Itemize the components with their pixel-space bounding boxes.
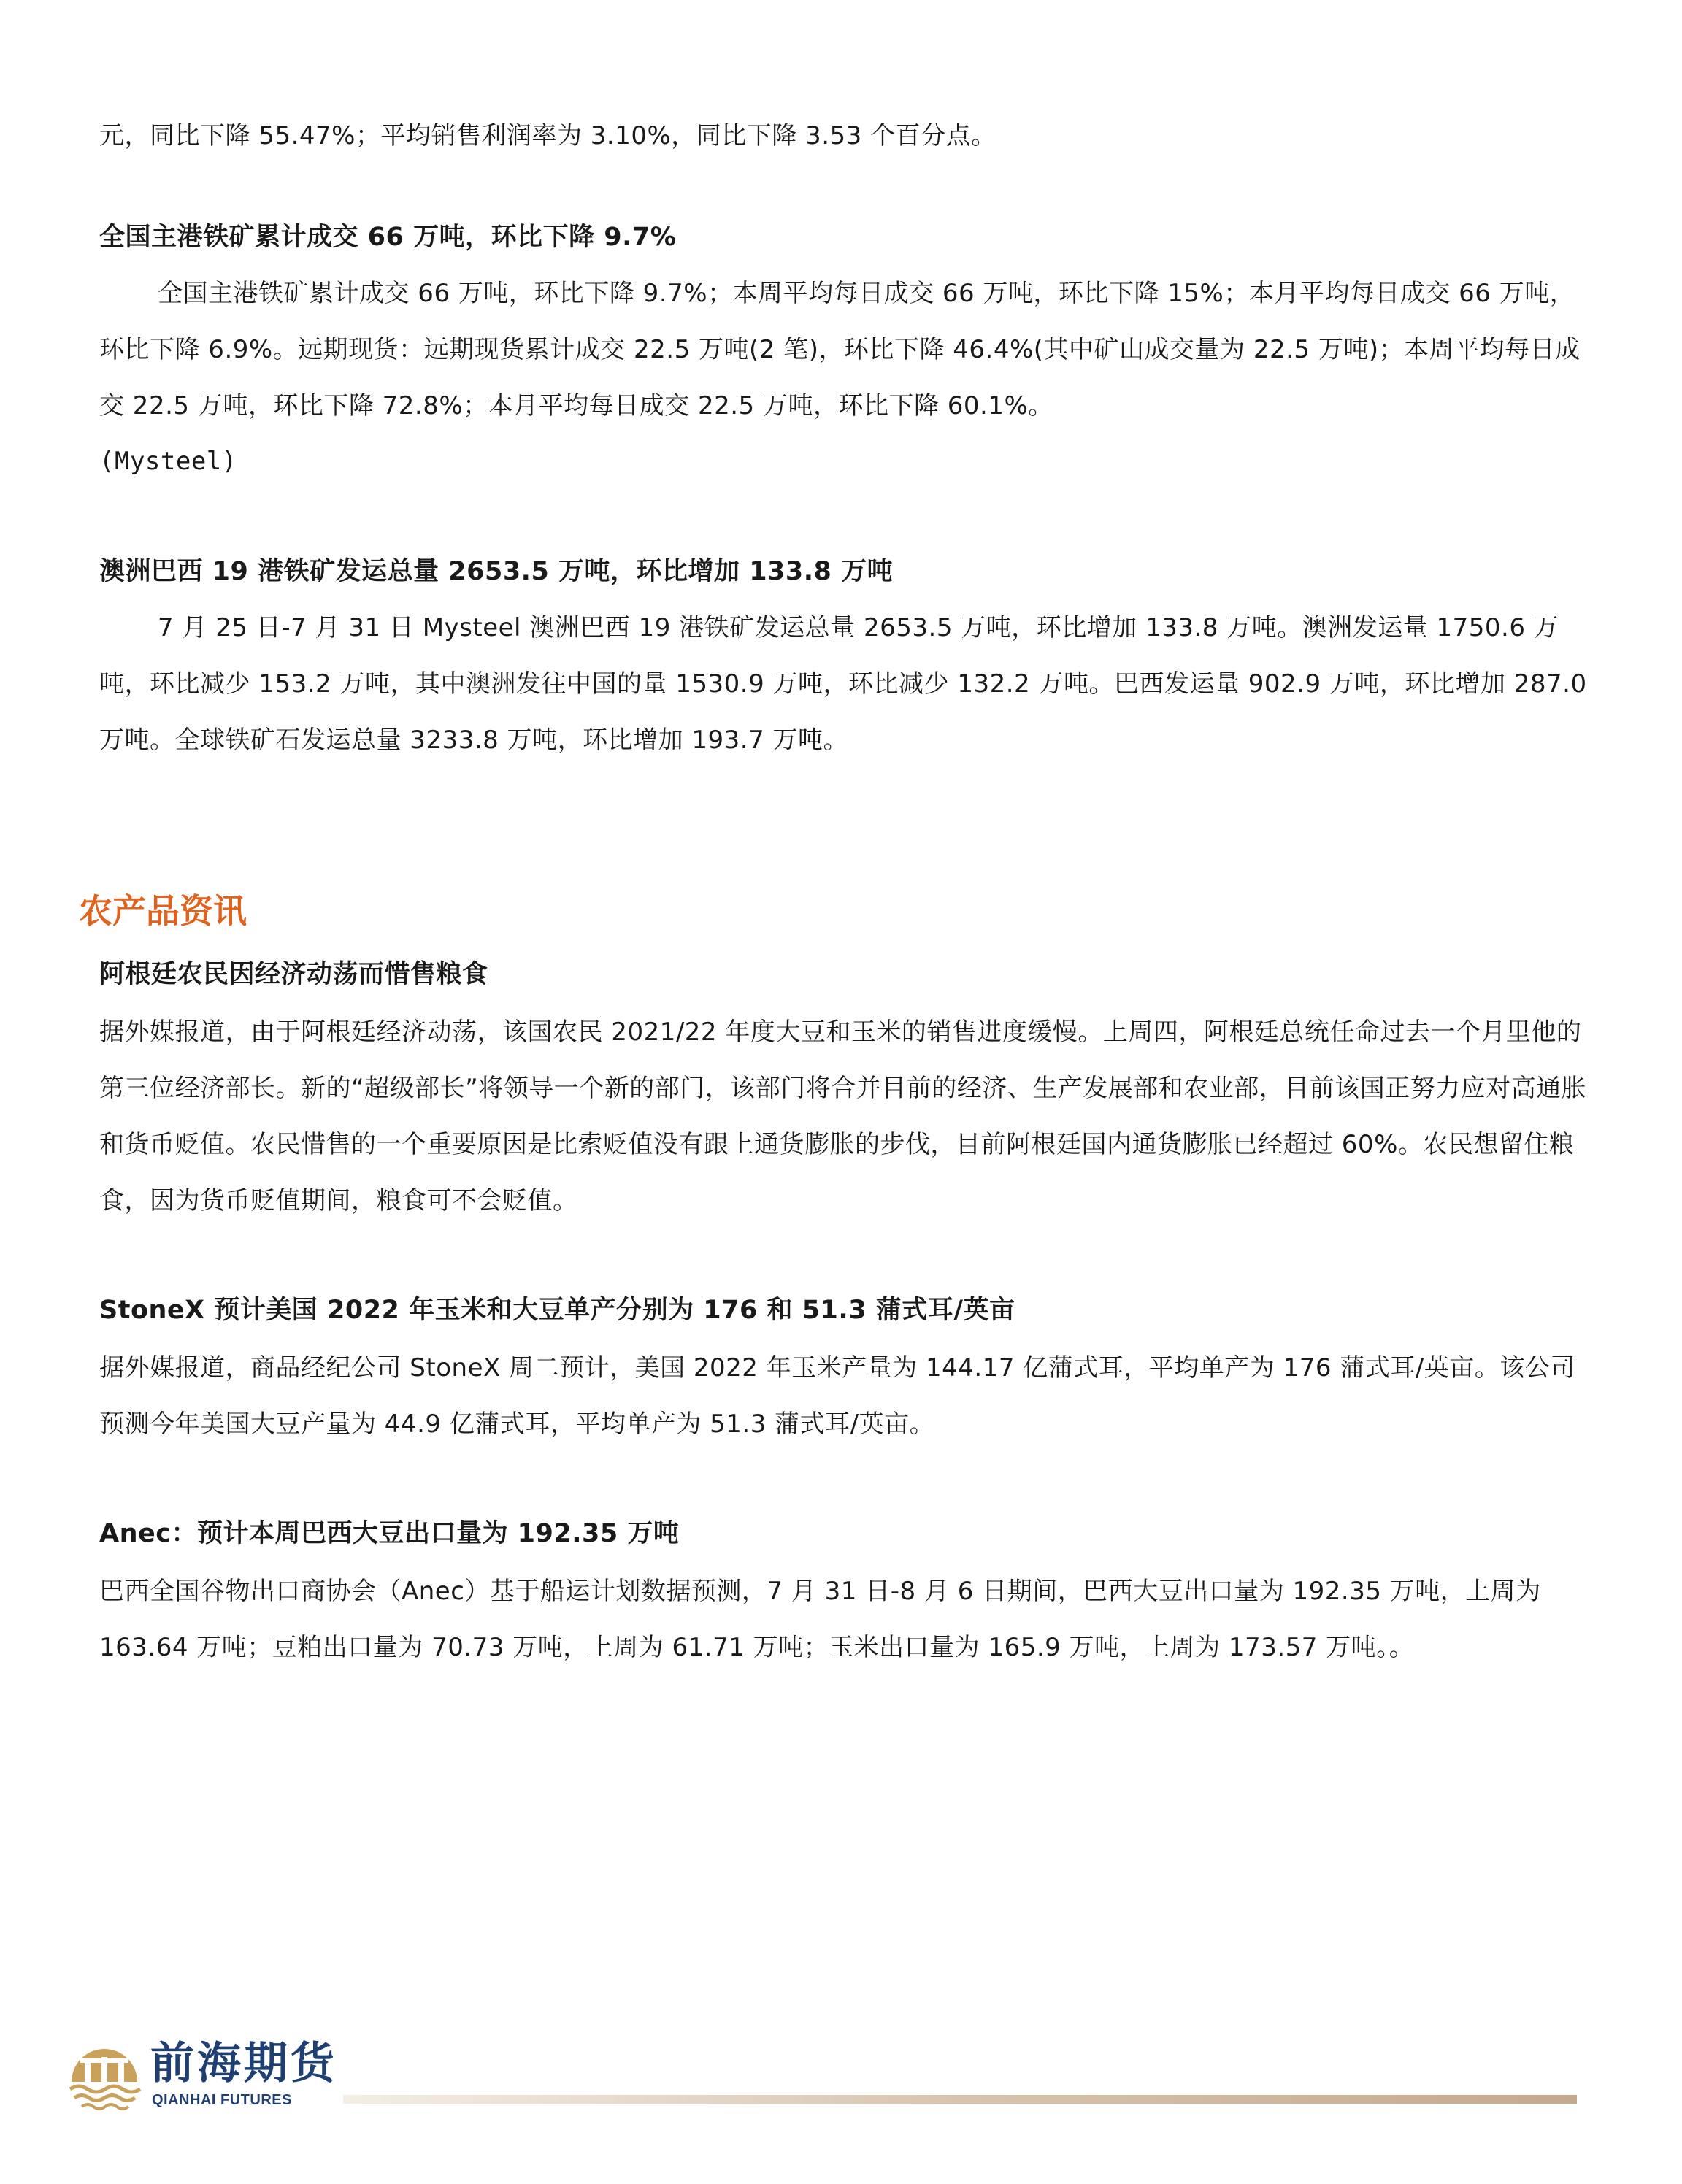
heading-iron-ore-shipment: 澳洲巴西 19 港铁矿发运总量 2653.5 万吨，环比增加 133.8 万吨	[99, 557, 894, 586]
footer-divider	[343, 2095, 1577, 2104]
section-title-agri: 农产品资讯	[79, 891, 247, 931]
qianhai-logo-icon	[64, 2037, 145, 2117]
source-mysteel: (Mysteel)	[99, 447, 237, 476]
logo-chinese-name: 前海期货	[150, 2038, 337, 2089]
paragraph-anec: 巴西全国谷物出口商协会（Anec）基于船运计划数据预测，7 月 31 日-8 月 6 日期间，巴西大豆出口量为 192.35 万吨，上周为 163.64 万吨；豆粕出口量为 70.73 万吨，上周为 61.71 万吨；玉米出口量为 165.9 万吨，上周为 173.57 万吨。。	[99, 1577, 1541, 1662]
paragraph-continuation: 元，同比下降 55.47%；平均销售利润率为 3.10%，同比下降 3.53 个百分点。	[99, 121, 996, 150]
heading-anec: Anec：预计本周巴西大豆出口量为 192.35 万吨	[99, 1519, 680, 1548]
logo-english-name: QIANHAI FUTURES	[152, 2092, 292, 2108]
paragraph-iron-ore-trade: 全国主港铁矿累计成交 66 万吨，环比下降 9.7%；本周平均每日成交 66 万吨，环比下降 15%；本月平均每日成交 66 万吨，环比下降 6.9%。远期现货：远期现货累计成交 22.5 万吨(2 笔)，环比下降 46.4%(其中矿山成交量为 22.5 万吨)；本周平均每日成交 22.5 万吨，环比下降 72.8%；本月平均每日成交 22.5 万吨，环比下降 60.1%。	[99, 279, 1581, 420]
heading-stonex: StoneX 预计美国 2022 年玉米和大豆单产分别为 176 和 51.3 蒲式耳/英亩	[99, 1296, 1015, 1325]
paragraph-argentina: 据外媒报道，由于阿根廷经济动荡，该国农民 2021/22 年度大豆和玉米的销售进度缓慢。上周四，阿根廷总统任命过去一个月里他的第三位经济部长。新的“超级部长”将领导一个新的部门，该部门将合并目前的经济、生产发展部和农业部，目前该国正努力应对高通胀和货币贬值。农民惜售的一个重要原因是比索贬值没有跟上通货膨胀的步伐，目前阿根廷国内通货膨胀已经超过 60%。农民想留住粮食，因为货币贬值期间，粮食可不会贬值。	[99, 1018, 1587, 1215]
company-logo	[64, 2037, 337, 2117]
paragraph-iron-ore-shipment: 7 月 25 日-7 月 31 日 Mysteel 澳洲巴西 19 港铁矿发运总量 2653.5 万吨，环比增加 133.8 万吨。澳洲发运量 1750.6 万吨，环比减少 153.2 万吨，其中澳洲发往中国的量 1530.9 万吨，环比减少 132.2 万吨。巴西发运量 902.9 万吨，环比增加 287.0 万吨。全球铁矿石发运总量 3233.8 万吨，环比增加 193.7 万吨。	[99, 613, 1587, 755]
heading-argentina: 阿根廷农民因经济动荡而惜售粮食	[99, 960, 488, 989]
paragraph-stonex: 据外媒报道，商品经纪公司 StoneX 周二预计，美国 2022 年玉米产量为 144.17 亿蒲式耳，平均单产为 176 蒲式耳/英亩。该公司预测今年美国大豆产量为 44.9 亿蒲式耳，平均单产为 51.3 蒲式耳/英亩。	[99, 1353, 1575, 1439]
heading-iron-ore-trade: 全国主港铁矿累计成交 66 万吨，环比下降 9.7%	[99, 223, 677, 252]
